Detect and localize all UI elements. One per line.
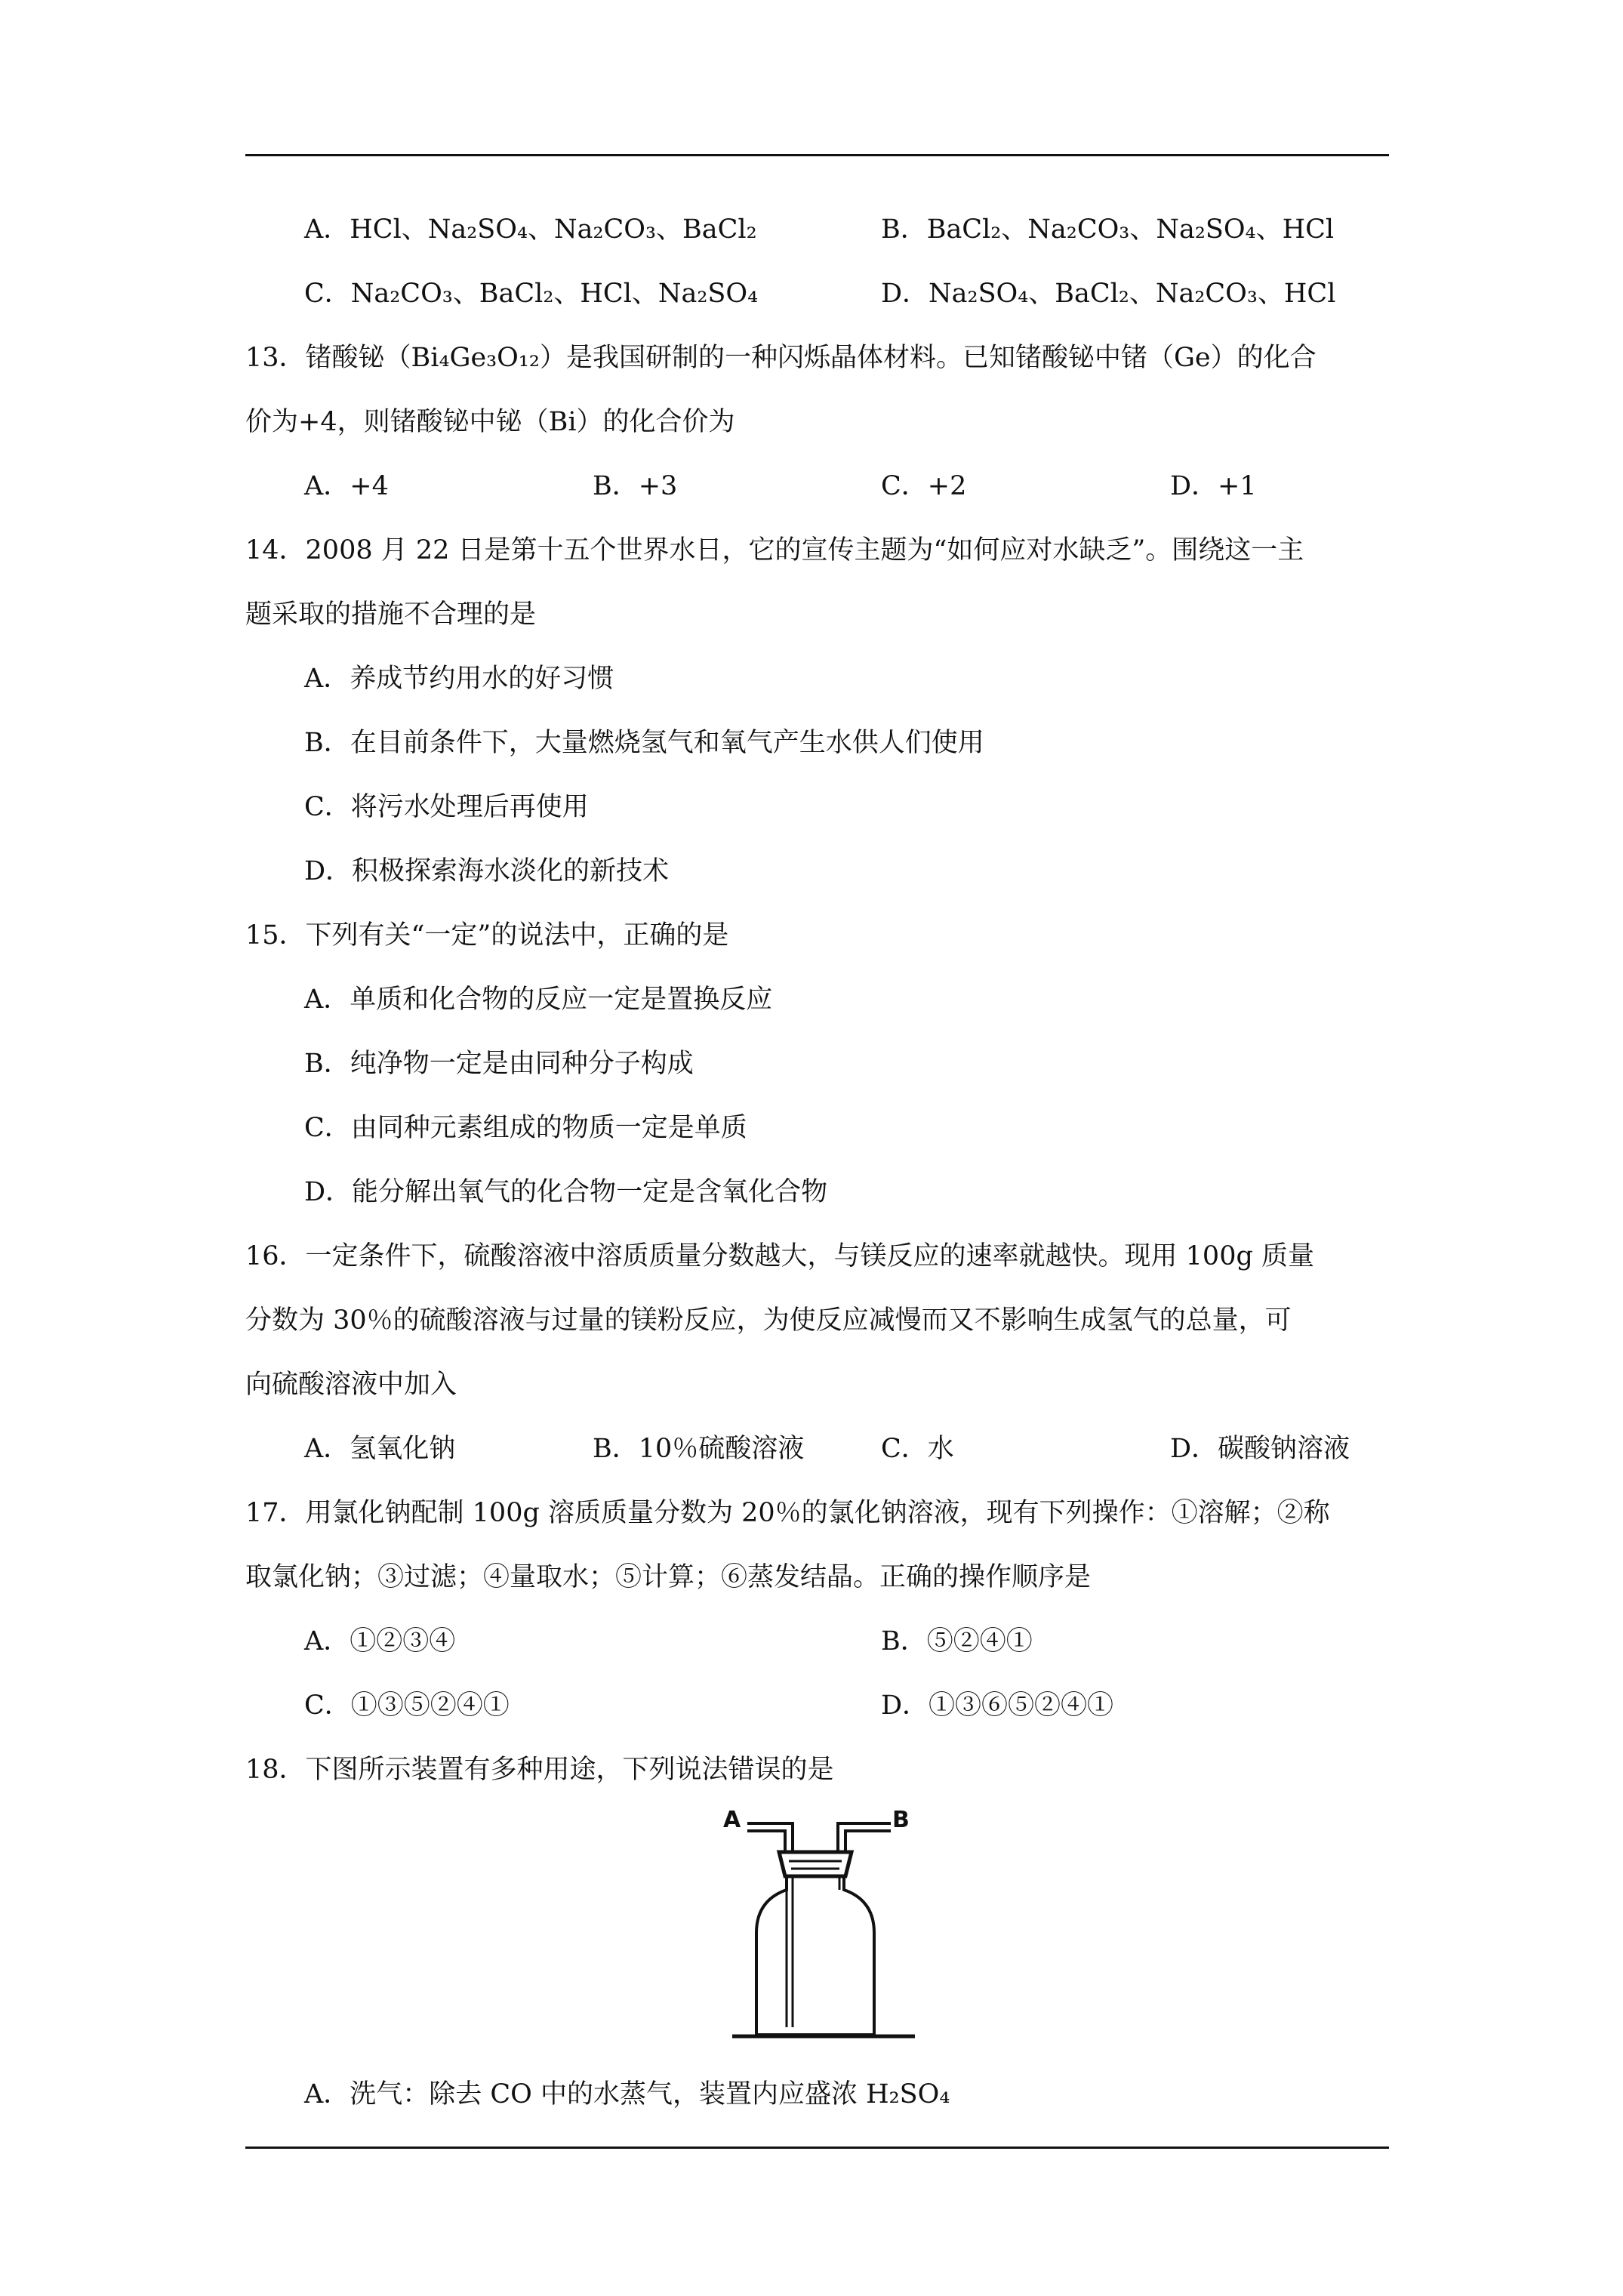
- q14-option-b: B．在目前条件下，大量燃烧氢气和氧气产生水供人们使用: [304, 728, 984, 758]
- q15-option-c: C．由同种元素组成的物质一定是单质: [304, 1113, 747, 1143]
- rubber-stopper: [779, 1852, 852, 1876]
- q17-option-b: B．⑤②④①: [881, 1626, 1033, 1657]
- q12-option-a: A．HCl、Na₂SO₄、Na₂CO₃、BaCl₂: [304, 214, 757, 245]
- q16-option-d: D．碳酸钠溶液: [1170, 1434, 1350, 1464]
- q17-option-c: C．①③⑤②④①: [304, 1690, 510, 1721]
- q12-option-b: B．BaCl₂、Na₂CO₃、Na₂SO₄、HCl: [881, 214, 1335, 245]
- q15-stem: 15．下列有关“一定”的说法中，正确的是: [245, 920, 729, 951]
- q14-option-a: A．养成节约用水的好习惯: [304, 664, 614, 694]
- q13-option-b: B．+3: [593, 471, 678, 501]
- label-b: B: [892, 1807, 910, 1833]
- footer-rule: [245, 2147, 1389, 2149]
- q17-stem-line2: 取氯化钠；③过滤；④量取水；⑤计算；⑥蒸发结晶。正确的操作顺序是: [245, 1562, 1092, 1592]
- q13-option-d: D．+1: [1170, 471, 1257, 501]
- gas-washing-bottle-diagram: [717, 1801, 929, 2061]
- q17-option-a: A．①②③④: [304, 1626, 456, 1657]
- q17-option-d: D．①③⑥⑤②④①: [881, 1690, 1114, 1721]
- q12-option-c: C．Na₂CO₃、BaCl₂、HCl、Na₂SO₄: [304, 279, 759, 309]
- q14-stem-line1: 14．2008 月 22 日是第十五个世界水日，它的宣传主题为“如何应对水缺乏”。围绕这一主: [245, 535, 1304, 566]
- header-rule: [245, 154, 1389, 156]
- q15-option-a: A．单质和化合物的反应一定是置换反应: [304, 985, 773, 1015]
- q16-stem-line1: 16．一定条件下，硫酸溶液中溶质质量分数越大，与镁反应的速率就越快。现用 100g 质量: [245, 1241, 1314, 1271]
- q18-option-a: A．洗气：除去 CO 中的水蒸气，装置内应盛浓 H₂SO₄: [304, 2079, 950, 2110]
- q16-stem-line2: 分数为 30％的硫酸溶液与过量的镁粉反应，为使反应减慢而又不影响生成氢气的总量，可: [245, 1305, 1292, 1336]
- q16-option-b: B．10％硫酸溶液: [593, 1434, 805, 1464]
- q12-option-d: D．Na₂SO₄、BaCl₂、Na₂CO₃、HCl: [881, 279, 1336, 309]
- q18-stem: 18．下图所示装置有多种用途，下列说法错误的是: [245, 1755, 834, 1785]
- label-a: A: [723, 1807, 741, 1833]
- q16-option-c: C．水: [881, 1434, 954, 1464]
- q16-stem-line3: 向硫酸溶液中加入: [245, 1370, 457, 1400]
- q15-option-b: B．纯净物一定是由同种分子构成: [304, 1049, 694, 1079]
- q14-option-d: D．积极探索海水淡化的新技术: [304, 856, 670, 886]
- q14-stem-line2: 题采取的措施不合理的是: [245, 599, 537, 630]
- q13-option-c: C．+2: [881, 471, 967, 501]
- q16-option-a: A．氢氧化钠: [304, 1434, 456, 1464]
- q13-option-a: A．+4: [304, 471, 389, 501]
- q13-stem-line2: 价为+4，则锗酸铋中铋（Bi）的化合价为: [245, 407, 735, 437]
- q13-stem-line1: 13．锗酸铋（Bi₄Ge₃O₁₂）是我国研制的一种闪烁晶体材料。已知锗酸铋中锗（Ge）的化合: [245, 343, 1317, 373]
- q15-option-d: D．能分解出氧气的化合物一定是含氧化合物: [304, 1177, 828, 1207]
- q17-stem-line1: 17．用氯化钠配制 100g 溶质质量分数为 20％的氯化钠溶液，现有下列操作：①溶解；②称: [245, 1498, 1330, 1528]
- q14-option-c: C．将污水处理后再使用: [304, 792, 589, 822]
- bottle-body: [756, 1876, 874, 2035]
